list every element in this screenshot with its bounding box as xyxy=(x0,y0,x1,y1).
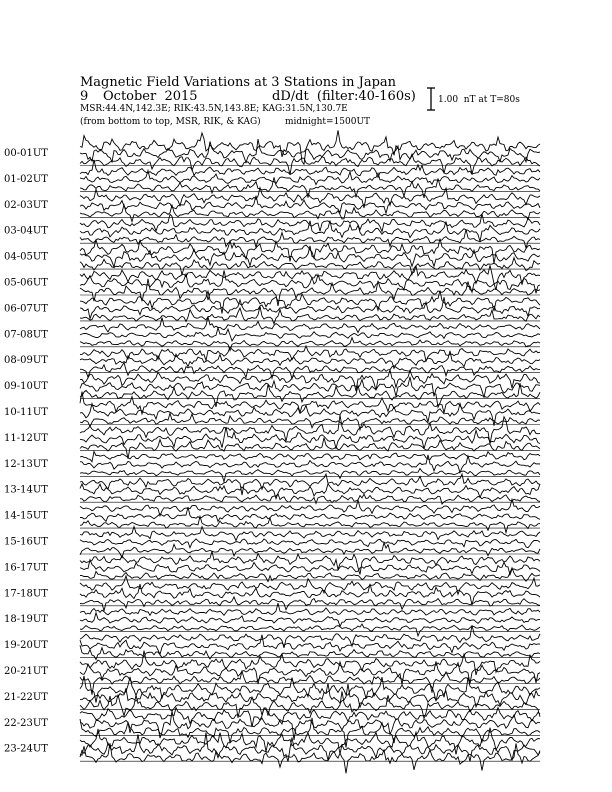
hour-label: 08-09UT xyxy=(4,355,48,367)
trace-msr xyxy=(80,229,540,248)
trace-msr xyxy=(80,338,540,351)
trace-kag xyxy=(80,499,540,516)
trace-rik xyxy=(80,427,540,449)
trace-rik xyxy=(80,584,540,605)
trace-msr xyxy=(80,543,540,558)
quantity-label: dD/dt (filter:40-160s) xyxy=(272,89,416,104)
trace-kag xyxy=(80,392,540,414)
date-month-year: October 2015 xyxy=(103,89,198,104)
trace-rik xyxy=(80,328,540,341)
trace-kag xyxy=(80,130,540,164)
trace-rik xyxy=(80,507,540,521)
hour-label: 19-20UT xyxy=(4,640,48,652)
hour-label: 06-07UT xyxy=(4,303,48,315)
hour-label: 01-02UT xyxy=(4,173,48,185)
trace-msr xyxy=(80,469,540,482)
trace-msr xyxy=(80,363,540,379)
hour-label: 04-05UT xyxy=(4,251,48,263)
chart-title: Magnetic Field Variations at 3 Stations in Japan xyxy=(80,75,397,90)
hour-label: 21-22UT xyxy=(4,691,48,703)
hour-label: 07-08UT xyxy=(4,329,48,341)
hour-label: 18-19UT xyxy=(4,614,48,626)
hour-panels xyxy=(4,130,540,773)
hour-label: 11-12UT xyxy=(4,432,48,444)
hour-label: 14-15UT xyxy=(4,510,48,522)
trace-kag xyxy=(80,291,540,314)
scale-label: 1.00 nT at T=80s xyxy=(438,95,520,105)
hour-label: 05-06UT xyxy=(4,277,48,289)
hour-label: 13-14UT xyxy=(4,484,48,496)
hour-label: 23-24UT xyxy=(4,743,48,755)
trace-msr xyxy=(80,258,540,275)
hour-label: 17-18UT xyxy=(4,588,48,600)
midnight-note: midnight=1500UT xyxy=(285,117,371,127)
trace-msr xyxy=(80,177,540,198)
order-note: (from bottom to top, MSR, RIK, & KAG) xyxy=(80,117,261,127)
trace-rik xyxy=(80,297,540,319)
hour-label: 10-11UT xyxy=(4,407,48,418)
hour-label: 22-23UT xyxy=(4,717,48,729)
trace-kag xyxy=(80,317,540,333)
trace-kag xyxy=(80,576,540,594)
trace-kag xyxy=(80,474,540,495)
date-day: 9 xyxy=(80,89,89,104)
trace-kag xyxy=(80,651,540,675)
trace-rik xyxy=(80,196,540,214)
hour-label: 03-04UT xyxy=(4,225,48,237)
trace-rik xyxy=(80,139,540,162)
hour-label: 15-16UT xyxy=(4,536,48,548)
hour-label: 00-01UT xyxy=(4,148,48,159)
trace-kag xyxy=(80,527,540,541)
hour-label: 20-21UT xyxy=(4,666,48,677)
hour-label: 12-13UT xyxy=(4,458,48,470)
trace-rik xyxy=(80,711,540,740)
hour-label: 09-10UT xyxy=(4,381,48,393)
hour-label: 16-17UT xyxy=(4,562,48,574)
trace-rik xyxy=(80,613,540,627)
hour-label: 02-03UT xyxy=(4,199,48,211)
stations-line: MSR:44.4N,142.3E; RIK:43.5N,143.8E; KAG:31.5N,130.7E xyxy=(80,104,348,114)
trace-rik xyxy=(80,539,540,548)
trace-kag xyxy=(80,239,540,264)
